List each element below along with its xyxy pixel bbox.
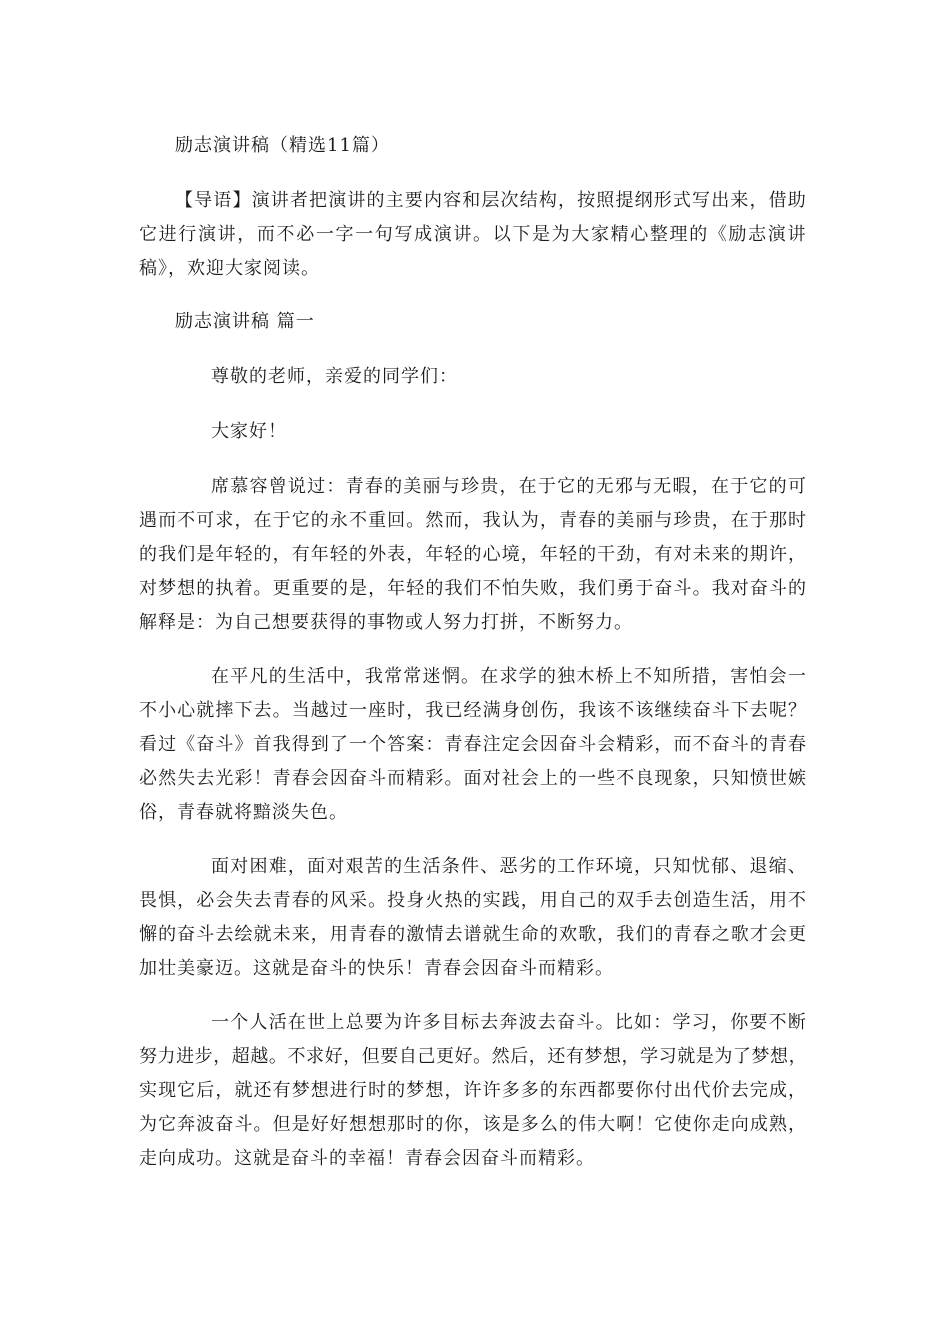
paragraph-4-line: 一个人活在世上总要为许多目标去奔波去奋斗。比如：学习，你要不断	[211, 1012, 808, 1033]
paragraph-3-line: 懈的奋斗去绘就未来，用青春的激情去谱就生命的欢歌，我们的青春之歌才会更	[139, 924, 808, 945]
intro-line: 稿》，欢迎大家阅读。	[139, 258, 320, 279]
paragraph-1-line: 遇而不可求，在于它的永不重回。然而，我认为，青春的美丽与珍贵，在于那时	[139, 510, 808, 531]
paragraph-4-line: 实现它后，就还有梦想进行时的梦想，许许多多的东西都要你付出代价去完成，	[139, 1080, 808, 1101]
document-title: 励志演讲稿（精选11篇）	[175, 135, 390, 156]
paragraph-2-line: 必然失去光彩！青春会因奋斗而精彩。面对社会上的一些不良现象，只知愤世嫉	[139, 768, 808, 789]
paragraph-4-line: 为它奔波奋斗。但是好好想想那时的你，该是多么的伟大啊！它使你走向成熟，	[139, 1114, 808, 1135]
paragraph-2-line: 俗，青春就将黯淡失色。	[139, 802, 348, 823]
paragraph-1-line: 对梦想的执着。更重要的是，年轻的我们不怕失败，我们勇于奋斗。我对奋斗的	[139, 578, 808, 599]
intro-line: 【导语】演讲者把演讲的主要内容和层次结构，按照提纲形式写出来，借助	[175, 190, 807, 211]
intro-line: 它进行演讲，而不必一字一句写成演讲。以下是为大家精心整理的《励志演讲	[139, 224, 808, 245]
paragraph-3-line: 畏惧，必会失去青春的风采。投身火热的实践，用自己的双手去创造生活，用不	[139, 890, 808, 911]
paragraph-1-line: 解释是：为自己想要获得的事物或人努力打拼，不断努力。	[139, 612, 633, 633]
paragraph-2-line: 在平凡的生活中，我常常迷惘。在求学的独木桥上不知所措，害怕会一	[211, 666, 808, 687]
paragraph-2-line: 看过《奋斗》首我得到了一个答案：青春注定会因奋斗会精彩，而不奋斗的青春	[139, 734, 808, 755]
paragraph-3-line: 加壮美豪迈。这就是奋斗的快乐！青春会因奋斗而精彩。	[139, 958, 614, 979]
paragraph-3-line: 面对困难，面对艰苦的生活条件、恶劣的工作环境，只知忧郁、退缩、	[211, 856, 808, 877]
section-heading: 励志演讲稿 篇一	[175, 311, 315, 332]
paragraph-1-line: 席慕容曾说过：青春的美丽与珍贵，在于它的无邪与无暇，在于它的可	[211, 476, 808, 497]
paragraph-1-line: 的我们是年轻的，有年轻的外表，年轻的心境，年轻的干劲，有对未来的期许，	[139, 544, 808, 565]
paragraph-4-line: 努力进步，超越。不求好，但要自己更好。然后，还有梦想，学习就是为了梦想，	[139, 1046, 808, 1067]
paragraph-2-line: 不小心就摔下去。当越过一座时，我已经满身创伤，我该不该继续奋斗下去呢？	[139, 700, 808, 721]
paragraph-4-line: 走向成功。这就是奋斗的幸福！青春会因奋斗而精彩。	[139, 1148, 595, 1169]
greeting: 大家好！	[211, 421, 287, 442]
salutation: 尊敬的老师，亲爱的同学们：	[211, 366, 458, 387]
